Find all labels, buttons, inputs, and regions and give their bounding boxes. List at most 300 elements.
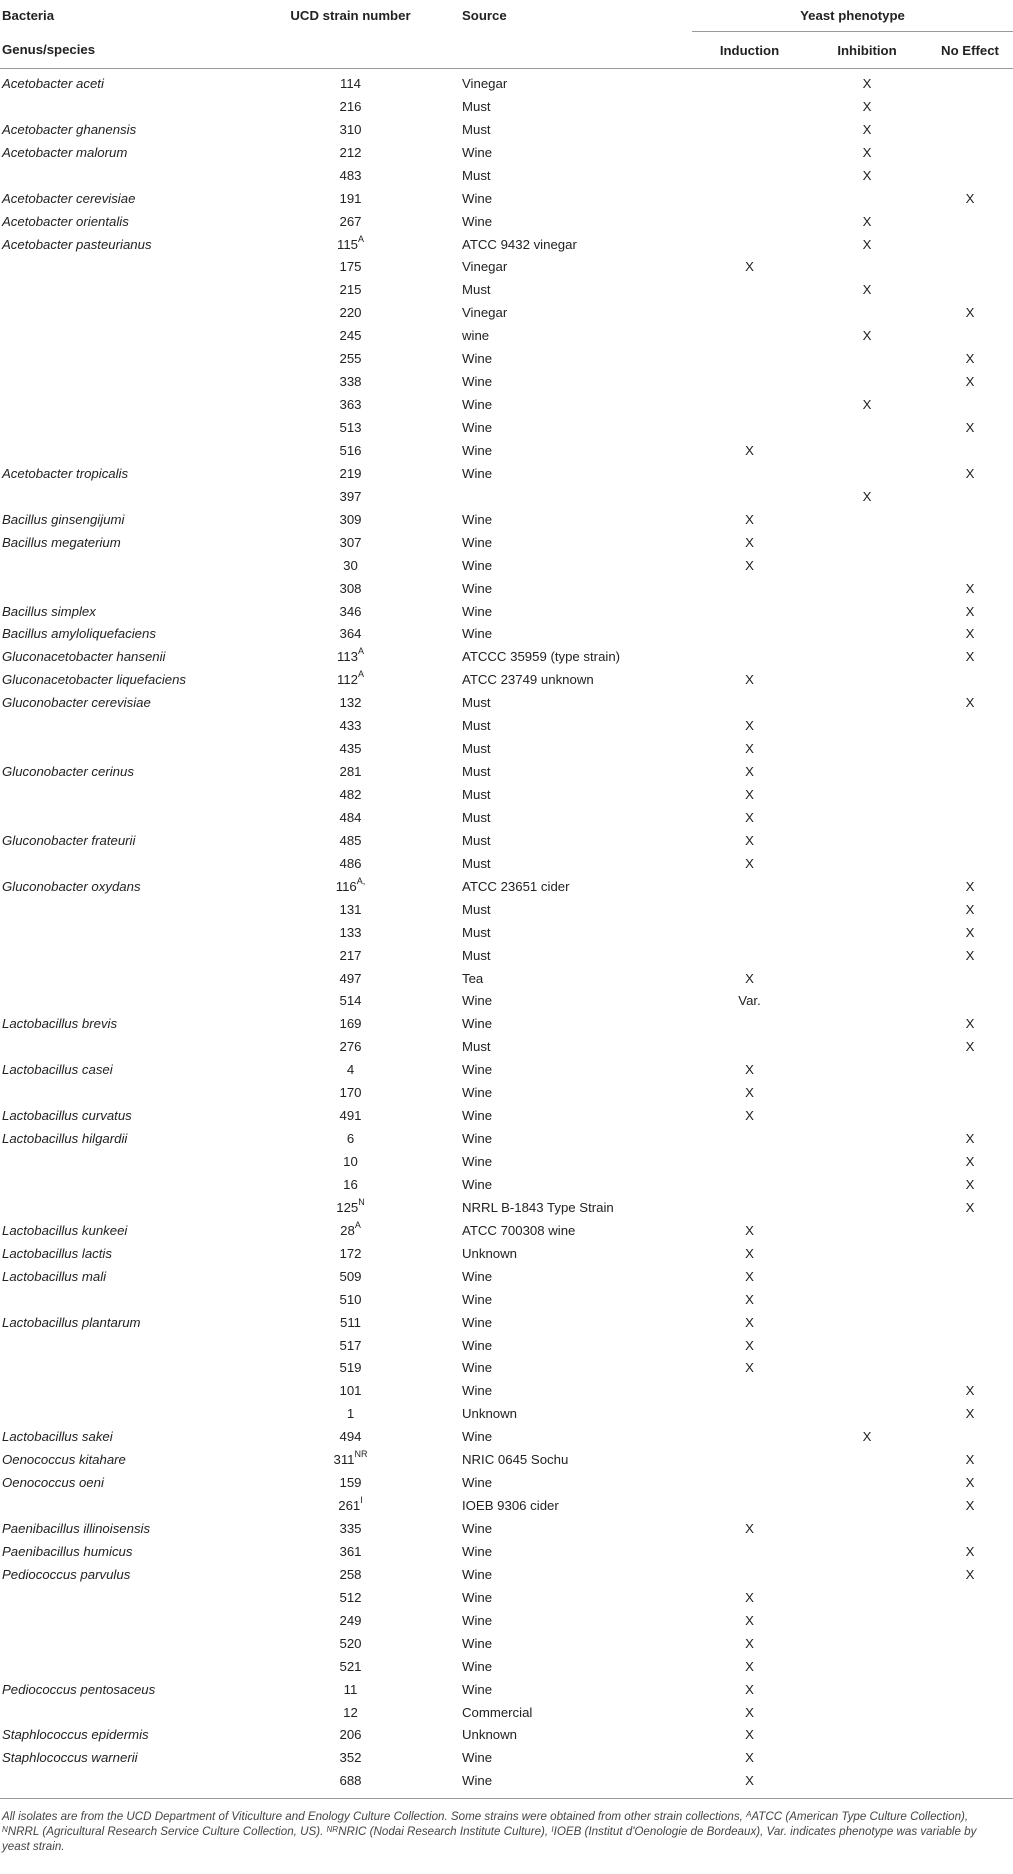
cell-source: Vinegar xyxy=(462,305,508,321)
footnote-sup-i: I xyxy=(551,1825,554,1835)
table-row xyxy=(0,1563,1013,1586)
cell-source: Wine xyxy=(462,993,493,1009)
strain-number: 510 xyxy=(339,1291,362,1307)
cell-strain xyxy=(239,783,462,806)
cell-source: Wine xyxy=(462,397,493,413)
table-row xyxy=(0,439,1013,462)
cell-inhibition xyxy=(807,1494,927,1517)
cell-no-effect: X xyxy=(965,420,975,436)
table-row xyxy=(0,852,1013,875)
cell-source: Wine xyxy=(462,1108,493,1124)
cell-inhibition xyxy=(807,462,927,485)
cell-strain xyxy=(239,278,462,301)
cell-strain xyxy=(239,187,462,210)
cell-source: ATCC 700308 wine xyxy=(462,1222,576,1238)
cell-strain xyxy=(239,301,462,324)
cell-strain xyxy=(239,1081,462,1104)
cell-species xyxy=(0,164,239,187)
cell-species: Lactobacillus plantarum xyxy=(2,1314,141,1330)
cell-induction xyxy=(692,95,807,118)
cell-species xyxy=(0,990,239,1013)
cell-strain xyxy=(239,1196,462,1219)
cell-source: Wine xyxy=(462,580,493,596)
table-row xyxy=(0,370,1013,393)
cell-no-effect xyxy=(927,1288,1013,1311)
cell-no-effect: X xyxy=(965,947,975,963)
cell-source: Must xyxy=(462,901,491,917)
cell-no-effect xyxy=(927,1769,1013,1792)
cell-source: Wine xyxy=(462,374,493,390)
strain-number: 361 xyxy=(339,1543,362,1559)
strain-number: 435 xyxy=(339,741,362,757)
cell-strain xyxy=(239,1769,462,1792)
footnote-nric: NRIC (Nodai Research Institute Culture), xyxy=(338,1825,552,1839)
table-row xyxy=(0,485,1013,508)
cell-source: Must xyxy=(462,832,491,848)
table-row xyxy=(0,691,1013,714)
cell-no-effect xyxy=(927,485,1013,508)
table-row xyxy=(0,347,1013,370)
cell-no-effect xyxy=(927,1104,1013,1127)
cell-induction xyxy=(692,577,807,600)
cell-source: Must xyxy=(462,741,491,757)
cell-species: Bacillus simplex xyxy=(2,603,96,619)
cell-source: Wine xyxy=(462,1566,493,1582)
cell-strain xyxy=(239,416,462,439)
cell-inhibition xyxy=(807,1517,927,1540)
table-row xyxy=(0,1265,1013,1288)
cell-induction xyxy=(692,462,807,485)
cell-inhibition xyxy=(807,967,927,990)
cell-induction: X xyxy=(745,557,754,573)
strain-number: 397 xyxy=(339,488,362,504)
table-row xyxy=(0,118,1013,141)
strain-number: 125 xyxy=(336,1199,359,1215)
cell-induction xyxy=(692,393,807,416)
strain-number: 175 xyxy=(339,259,362,275)
table-row xyxy=(0,600,1013,623)
strain-number: 281 xyxy=(339,764,362,780)
strain-number: 363 xyxy=(339,397,362,413)
cell-strain xyxy=(239,1012,462,1035)
strain-number: 352 xyxy=(339,1750,362,1766)
cell-no-effect xyxy=(927,324,1013,347)
strain-number: 520 xyxy=(339,1635,362,1651)
cell-strain xyxy=(239,1746,462,1769)
cell-no-effect: X xyxy=(965,603,975,619)
cell-no-effect: X xyxy=(965,305,975,321)
cell-no-effect xyxy=(927,737,1013,760)
cell-induction xyxy=(692,485,807,508)
strain-number: 516 xyxy=(339,442,362,458)
cell-no-effect: X xyxy=(965,1452,975,1468)
strain-number: 112 xyxy=(336,672,358,688)
cell-source: Commercial xyxy=(462,1704,533,1720)
cell-inhibition: X xyxy=(862,282,872,298)
table-row xyxy=(0,278,1013,301)
cell-inhibition xyxy=(807,1357,927,1380)
cell-induction: X xyxy=(745,832,754,848)
cell-species: Acetobacter cerevisiae xyxy=(2,190,136,206)
cell-inhibition xyxy=(807,1265,927,1288)
cell-source: Wine xyxy=(462,190,493,206)
strain-number: 307 xyxy=(339,534,362,550)
cell-induction xyxy=(692,921,807,944)
cell-no-effect: X xyxy=(965,1176,975,1192)
header-no-effect: No Effect xyxy=(941,42,999,58)
strain-number: 364 xyxy=(339,626,362,642)
cell-strain xyxy=(239,852,462,875)
cell-strain xyxy=(239,1334,462,1357)
cell-inhibition xyxy=(807,187,927,210)
cell-source: Must xyxy=(462,855,491,871)
cell-species: Acetobacter aceti xyxy=(2,75,104,91)
table-row xyxy=(0,1334,1013,1357)
cell-species: Gluconacetobacter liquefaciens xyxy=(2,672,187,688)
cell-induction: X xyxy=(745,1658,754,1674)
cell-species xyxy=(0,967,239,990)
cell-inhibition: X xyxy=(862,1429,872,1445)
cell-induction: X xyxy=(745,511,754,527)
cell-source: Wine xyxy=(462,465,493,481)
cell-induction: X xyxy=(745,1589,754,1605)
table-row xyxy=(0,95,1013,118)
cell-no-effect xyxy=(927,1655,1013,1678)
cell-no-effect: X xyxy=(965,1406,975,1422)
cell-induction: X xyxy=(745,1108,754,1124)
cell-inhibition xyxy=(807,1334,927,1357)
cell-source: Wine xyxy=(462,1383,493,1399)
cell-inhibition xyxy=(807,370,927,393)
cell-strain xyxy=(239,1035,462,1058)
cell-inhibition xyxy=(807,875,927,898)
cell-inhibition xyxy=(807,1035,927,1058)
cell-no-effect: X xyxy=(965,626,975,642)
cell-induction: X xyxy=(745,1268,754,1284)
strain-number: 11 xyxy=(343,1681,358,1697)
table-row xyxy=(0,783,1013,806)
cell-inhibition xyxy=(807,1678,927,1701)
cell-induction xyxy=(692,1448,807,1471)
cell-strain xyxy=(239,944,462,967)
strain-number: 131 xyxy=(339,901,362,917)
cell-induction: X xyxy=(745,741,754,757)
cell-strain xyxy=(239,210,462,233)
cell-inhibition xyxy=(807,531,927,554)
cell-species: Oenococcus oeni xyxy=(2,1475,104,1491)
cell-species: Staphlococcus warnerii xyxy=(2,1750,138,1766)
cell-induction: X xyxy=(745,1062,754,1078)
cell-inhibition xyxy=(807,623,927,646)
cell-inhibition xyxy=(807,1724,927,1747)
cell-no-effect xyxy=(927,1746,1013,1769)
cell-source: Wine xyxy=(462,1429,493,1445)
cell-inhibition xyxy=(807,1311,927,1334)
cell-strain xyxy=(239,1265,462,1288)
cell-strain xyxy=(239,439,462,462)
cell-species xyxy=(0,806,239,829)
cell-no-effect: X xyxy=(965,1131,975,1147)
strain-number: 12 xyxy=(343,1704,358,1720)
cell-induction: X xyxy=(745,1773,754,1789)
table-row xyxy=(0,921,1013,944)
cell-induction xyxy=(692,1012,807,1035)
cell-inhibition: X xyxy=(862,488,872,504)
cell-source: Wine xyxy=(462,1062,493,1078)
cell-inhibition xyxy=(807,898,927,921)
cell-source: Wine xyxy=(462,1658,493,1674)
cell-source: Unknown xyxy=(462,1727,517,1743)
cell-inhibition xyxy=(807,1701,927,1724)
strain-number: 4 xyxy=(346,1062,355,1078)
cell-species xyxy=(0,1334,239,1357)
cell-strain xyxy=(239,531,462,554)
cell-induction xyxy=(692,118,807,141)
cell-inhibition: X xyxy=(862,328,872,344)
table-row xyxy=(0,829,1013,852)
cell-species xyxy=(0,1357,239,1380)
cell-no-effect: X xyxy=(965,1016,975,1032)
cell-source: Wine xyxy=(462,1268,493,1284)
cell-source: Must xyxy=(462,121,491,137)
cell-species: Bacillus megaterium xyxy=(2,534,121,550)
cell-strain xyxy=(239,1678,462,1701)
strain-number: 10 xyxy=(343,1154,358,1170)
cell-no-effect: X xyxy=(965,580,975,596)
strain-number: 521 xyxy=(339,1658,362,1674)
table-row xyxy=(0,645,1013,668)
strain-number: 191 xyxy=(339,190,362,206)
cell-species xyxy=(0,898,239,921)
strain-number: 255 xyxy=(339,351,362,367)
strain-number: 220 xyxy=(339,305,362,321)
cell-induction: X xyxy=(745,1612,754,1628)
cell-source xyxy=(462,485,692,508)
cell-induction: X xyxy=(745,1360,754,1376)
cell-no-effect xyxy=(927,141,1013,164)
cell-species xyxy=(0,1609,239,1632)
table-row xyxy=(0,256,1013,279)
cell-species xyxy=(0,577,239,600)
strain-number: 159 xyxy=(339,1475,362,1491)
cell-source: Wine xyxy=(462,1360,493,1376)
cell-inhibition xyxy=(807,1540,927,1563)
table-row xyxy=(0,462,1013,485)
table-row xyxy=(0,1104,1013,1127)
cell-source: Wine xyxy=(462,1154,493,1170)
table-row xyxy=(0,1012,1013,1035)
cell-no-effect xyxy=(927,1609,1013,1632)
cell-induction xyxy=(692,1402,807,1425)
cell-no-effect: X xyxy=(965,1498,975,1514)
cell-species: Acetobacter tropicalis xyxy=(2,465,129,481)
strain-number: 114 xyxy=(339,75,362,91)
cell-strain xyxy=(239,577,462,600)
cell-no-effect: X xyxy=(965,649,975,665)
cell-no-effect xyxy=(927,852,1013,875)
strain-number: 6 xyxy=(346,1131,355,1147)
cell-species xyxy=(0,301,239,324)
cell-no-effect xyxy=(927,1058,1013,1081)
cell-inhibition xyxy=(807,944,927,967)
cell-species: Gluconobacter frateurii xyxy=(2,832,136,848)
strain-number: 497 xyxy=(339,970,362,986)
table-row xyxy=(0,1746,1013,1769)
cell-strain xyxy=(239,256,462,279)
cell-strain xyxy=(239,1701,462,1724)
cell-species: Paenibacillus illinoisensis xyxy=(2,1521,151,1537)
strain-number: 494 xyxy=(339,1429,362,1445)
cell-no-effect xyxy=(927,760,1013,783)
cell-strain xyxy=(239,1288,462,1311)
cell-no-effect xyxy=(927,1219,1013,1242)
table-row xyxy=(0,760,1013,783)
strain-number: 267 xyxy=(339,213,362,229)
header-genus-species: Genus/species xyxy=(2,42,96,58)
cell-strain xyxy=(239,1563,462,1586)
cell-source: Wine xyxy=(462,1291,493,1307)
header-source: Source xyxy=(462,8,507,24)
cell-species: Lactobacillus curvatus xyxy=(2,1108,132,1124)
cell-source: Wine xyxy=(462,1589,493,1605)
cell-inhibition xyxy=(807,1288,927,1311)
cell-inhibition: X xyxy=(862,236,872,252)
cell-no-effect: X xyxy=(965,878,975,894)
cell-source: Wine xyxy=(462,420,493,436)
table-row xyxy=(0,508,1013,531)
cell-inhibition: X xyxy=(862,121,872,137)
strain-number: 217 xyxy=(339,947,362,963)
cell-inhibition: X xyxy=(862,144,872,160)
table-footnote xyxy=(0,1799,1013,1854)
cell-induction: X xyxy=(745,1291,754,1307)
cell-inhibition xyxy=(807,1127,927,1150)
cell-induction xyxy=(692,944,807,967)
cell-induction: X xyxy=(745,259,754,275)
cell-source: Wine xyxy=(462,511,493,527)
cell-species: Bacillus ginsengijumi xyxy=(2,511,125,527)
strain-number: 509 xyxy=(339,1268,362,1284)
cell-strain xyxy=(239,1586,462,1609)
cell-source: Must xyxy=(462,695,491,711)
cell-inhibition xyxy=(807,1655,927,1678)
cell-induction xyxy=(692,1379,807,1402)
cell-no-effect: X xyxy=(965,1154,975,1170)
cell-inhibition xyxy=(807,852,927,875)
cell-source: Wine xyxy=(462,1750,493,1766)
strain-number: 346 xyxy=(339,603,362,619)
cell-no-effect: X xyxy=(965,1039,975,1055)
footnote-ioeb: IOEB (Institut d'Oenologie de Bordeaux), Var. indicates phenotype was variable by yeast strain. xyxy=(2,1825,977,1854)
cell-induction xyxy=(692,347,807,370)
cell-inhibition xyxy=(807,1769,927,1792)
cell-no-effect xyxy=(927,668,1013,691)
cell-source: Must xyxy=(462,282,491,298)
strain-number: 484 xyxy=(339,809,362,825)
cell-strain xyxy=(239,1058,462,1081)
cell-inhibition xyxy=(807,1471,927,1494)
cell-strain xyxy=(239,691,462,714)
cell-source: Wine xyxy=(462,1681,493,1697)
cell-source: Wine xyxy=(462,534,493,550)
strain-number: 219 xyxy=(339,465,362,481)
strain-number: 433 xyxy=(339,718,362,734)
cell-species xyxy=(0,439,239,462)
cell-inhibition xyxy=(807,1150,927,1173)
cell-strain xyxy=(239,1425,462,1448)
cell-source: ATCC 23749 unknown xyxy=(462,672,594,688)
cell-no-effect xyxy=(927,783,1013,806)
cell-strain xyxy=(239,69,462,95)
cell-source: Unknown xyxy=(462,1406,517,1422)
cell-strain xyxy=(239,829,462,852)
cell-species xyxy=(0,554,239,577)
table-row xyxy=(0,324,1013,347)
cell-no-effect: X xyxy=(965,1383,975,1399)
strain-superscript: A xyxy=(358,646,365,657)
strain-number: 216 xyxy=(339,98,362,114)
cell-source: Must xyxy=(462,98,491,114)
cell-strain xyxy=(239,1655,462,1678)
cell-source: IOEB 9306 cider xyxy=(462,1498,559,1514)
cell-induction xyxy=(692,1196,807,1219)
strain-number: 16 xyxy=(343,1176,358,1192)
table-row xyxy=(0,233,1013,256)
cell-species: Acetobacter malorum xyxy=(2,144,128,160)
cell-inhibition xyxy=(807,301,927,324)
cell-induction xyxy=(692,645,807,668)
cell-inhibition xyxy=(807,256,927,279)
cell-source: Must xyxy=(462,167,491,183)
cell-source: Wine xyxy=(462,626,493,642)
cell-no-effect: X xyxy=(965,465,975,481)
table-row xyxy=(0,990,1013,1013)
cell-species xyxy=(0,370,239,393)
cell-species xyxy=(0,278,239,301)
cell-induction: X xyxy=(745,1521,754,1537)
table-row xyxy=(0,1609,1013,1632)
cell-induction xyxy=(692,416,807,439)
table-row xyxy=(0,1173,1013,1196)
cell-inhibition xyxy=(807,990,927,1013)
table-row xyxy=(0,393,1013,416)
strain-number: 491 xyxy=(339,1108,362,1124)
cell-species xyxy=(0,1494,239,1517)
footnote-atcc: ATCC (American Type Culture Collection), xyxy=(751,1810,969,1824)
cell-inhibition xyxy=(807,600,927,623)
cell-source: NRRL B-1843 Type Strain xyxy=(462,1199,614,1215)
cell-inhibition xyxy=(807,439,927,462)
cell-strain xyxy=(239,1632,462,1655)
cell-induction: X xyxy=(745,1245,754,1261)
cell-induction xyxy=(692,898,807,921)
cell-source: Must xyxy=(462,764,491,780)
cell-induction: X xyxy=(745,1314,754,1330)
cell-species: Gluconacetobacter hansenii xyxy=(2,649,166,665)
strain-number: 116 xyxy=(335,878,357,894)
header-strain: UCD strain number xyxy=(290,8,411,24)
cell-strain xyxy=(239,921,462,944)
cell-species: Lactobacillus hilgardii xyxy=(2,1131,128,1147)
strain-number: 115 xyxy=(336,236,358,252)
cell-strain xyxy=(239,668,462,691)
strain-number: 215 xyxy=(339,282,362,298)
cell-species xyxy=(0,256,239,279)
strain-number: 688 xyxy=(339,1773,362,1789)
table-row xyxy=(0,210,1013,233)
cell-no-effect xyxy=(927,829,1013,852)
table-row xyxy=(0,1769,1013,1792)
